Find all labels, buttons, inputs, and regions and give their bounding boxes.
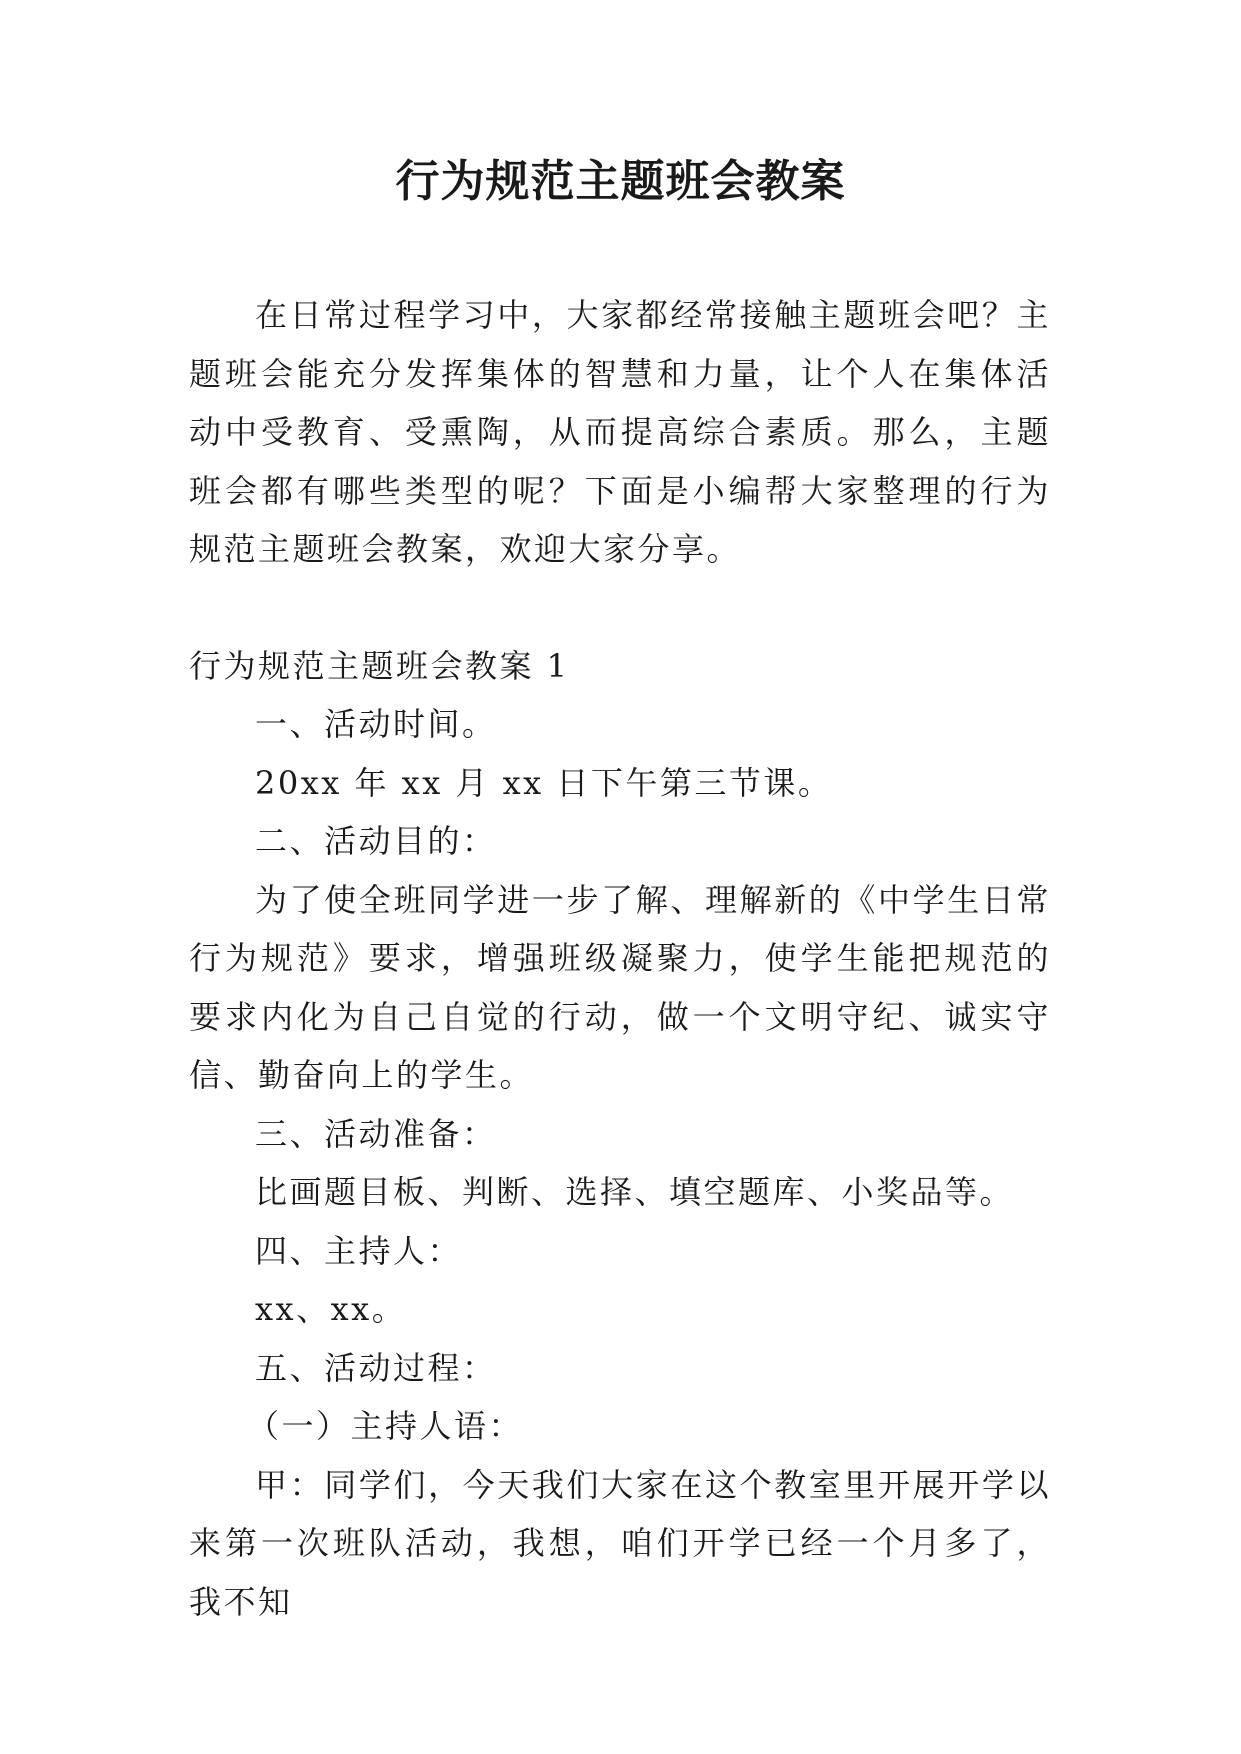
document-body: [189, 286, 1051, 1631]
item-heading-process: 五、活动过程：: [255, 1348, 497, 1387]
item-text-purpose: 为了使全班同学进一步了解、理解新的《中学生日常行为规范》要求，增强班级凝聚力，使学生能把规范的要求内化为自己自觉的行动，做一个文明守纪、诚实守信、勤奋向上的学生。: [189, 880, 1051, 1094]
item-text-preparation: 比画题目板、判断、选择、填空题库、小奖品等。: [255, 1173, 1015, 1211]
sub-heading-host-words: （一）主持人语：: [247, 1407, 524, 1445]
document-title: 行为规范主题班会教案: [395, 156, 846, 207]
item-text-host: xx、xx。: [255, 1290, 407, 1328]
dialogue-paragraph: 甲：同学们，今天我们大家在这个教室里开展开学以来第一次班队活动，我想，咱们开学已经一个月多了，我不知: [189, 1465, 1051, 1621]
item-heading-purpose: 二、活动目的：: [255, 822, 497, 860]
item-heading-time: 一、活动时间。: [255, 705, 497, 743]
intro-paragraph: 在日常过程学习中，大家都经常接触主题班会吧？主题班会能充分发挥集体的智慧和力量，让个人在集体活动中受教育、受熏陶，从而提高综合素质。那么，主题班会都有哪些类型的呢？下面是小编帮大家整理的行为规范主题班会教案，欢迎大家分享。: [189, 296, 1051, 568]
item-text-time: 20xx 年 xx 月 xx 日下午第三节课。: [255, 763, 833, 802]
item-heading-preparation: 三、活动准备：: [255, 1114, 497, 1153]
section-heading: 行为规范主题班会教案 1: [189, 646, 570, 685]
item-heading-host: 四、主持人：: [255, 1231, 463, 1270]
